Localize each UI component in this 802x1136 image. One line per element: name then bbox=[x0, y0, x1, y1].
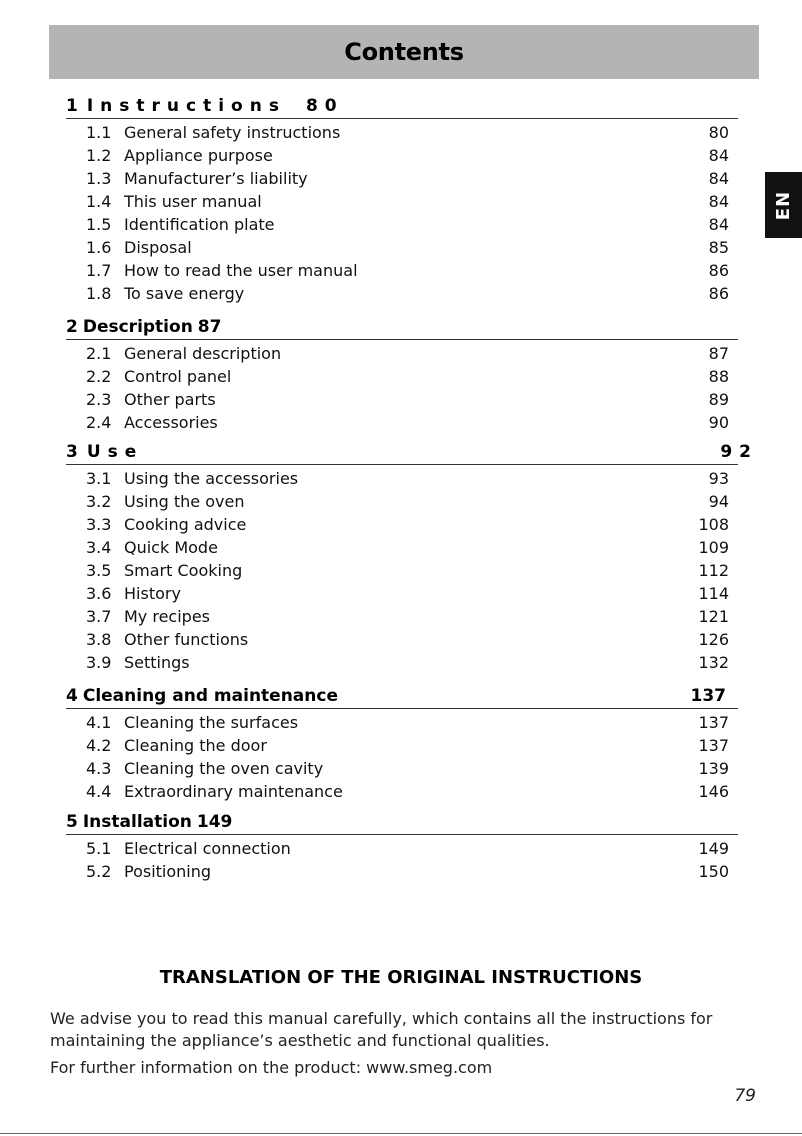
item-number: 2.1 bbox=[86, 344, 112, 363]
item-page: 137 bbox=[698, 713, 729, 732]
language-tab-label: EN bbox=[773, 190, 794, 220]
toc-section-title[interactable] bbox=[66, 810, 738, 835]
toc-item[interactable] bbox=[66, 411, 738, 434]
section-page: 137 bbox=[690, 686, 726, 706]
item-page: 112 bbox=[698, 561, 729, 580]
toc-item[interactable] bbox=[66, 536, 738, 559]
item-label: Appliance purpose bbox=[124, 146, 273, 165]
item-page: 137 bbox=[698, 736, 729, 755]
toc-item[interactable] bbox=[66, 757, 738, 780]
item-number: 3.1 bbox=[86, 469, 112, 488]
item-label: Smart Cooking bbox=[124, 561, 243, 580]
section-number: 4 bbox=[66, 686, 78, 706]
item-label: Identification plate bbox=[124, 215, 275, 234]
item-page: 86 bbox=[708, 284, 729, 303]
item-page: 90 bbox=[708, 413, 729, 432]
item-page: 86 bbox=[708, 261, 729, 280]
item-label: Settings bbox=[124, 653, 190, 672]
toc-item[interactable] bbox=[66, 651, 738, 674]
item-page: 84 bbox=[708, 215, 729, 234]
item-page: 150 bbox=[698, 862, 729, 881]
item-number: 3.4 bbox=[86, 538, 112, 557]
toc-item[interactable] bbox=[66, 860, 738, 883]
item-number: 1.8 bbox=[86, 284, 112, 303]
toc-item[interactable] bbox=[66, 259, 738, 282]
item-label: My recipes bbox=[124, 607, 211, 626]
toc-item[interactable] bbox=[66, 213, 738, 236]
item-page: 108 bbox=[698, 515, 729, 534]
item-label: Control panel bbox=[124, 367, 232, 386]
toc-section-2 bbox=[66, 315, 738, 434]
item-page: 93 bbox=[708, 469, 729, 488]
item-label: Cleaning the surfaces bbox=[124, 713, 299, 732]
item-label: To save energy bbox=[124, 284, 245, 303]
section-page: 149 bbox=[196, 812, 233, 832]
item-number: 2.2 bbox=[86, 367, 112, 386]
contents-header bbox=[49, 25, 759, 79]
item-label: This user manual bbox=[124, 192, 262, 211]
item-page: 94 bbox=[708, 492, 729, 511]
item-number: 4.1 bbox=[86, 713, 112, 732]
item-label: Other functions bbox=[124, 630, 249, 649]
item-page: 139 bbox=[698, 759, 729, 778]
item-number: 4.4 bbox=[86, 782, 112, 801]
page-title: Contents bbox=[344, 38, 464, 66]
section-title: Use bbox=[86, 442, 144, 462]
toc-section-title[interactable] bbox=[66, 94, 738, 119]
item-label: Accessories bbox=[124, 413, 218, 432]
item-number: 3.6 bbox=[86, 584, 112, 603]
section-title: Cleaning and maintenance bbox=[82, 686, 338, 706]
section-number: 2 bbox=[66, 317, 78, 337]
toc-section-title[interactable] bbox=[66, 684, 738, 709]
toc-item[interactable] bbox=[66, 780, 738, 803]
toc-section-5 bbox=[66, 810, 738, 883]
item-number: 1.4 bbox=[86, 192, 112, 211]
toc-item[interactable] bbox=[66, 342, 738, 365]
toc-item[interactable] bbox=[66, 190, 738, 213]
info-paragraph: For further information on the product: www.smeg.com bbox=[50, 1058, 493, 1077]
toc-item[interactable] bbox=[66, 628, 738, 651]
item-number: 3.2 bbox=[86, 492, 112, 511]
item-number: 3.5 bbox=[86, 561, 112, 580]
item-number: 4.3 bbox=[86, 759, 112, 778]
section-title: Instructions bbox=[86, 96, 286, 116]
item-label: General safety instructions bbox=[124, 123, 341, 142]
item-number: 1.1 bbox=[86, 123, 112, 142]
toc-item[interactable] bbox=[66, 711, 738, 734]
section-title: Description bbox=[82, 317, 193, 337]
table-of-contents bbox=[66, 94, 758, 883]
toc-section-title[interactable] bbox=[66, 440, 758, 465]
toc-item[interactable] bbox=[66, 605, 738, 628]
item-number: 2.3 bbox=[86, 390, 112, 409]
toc-section-title[interactable] bbox=[66, 315, 738, 340]
language-tab bbox=[765, 172, 802, 238]
item-page: 121 bbox=[698, 607, 729, 626]
item-page: 88 bbox=[708, 367, 729, 386]
toc-item[interactable] bbox=[66, 837, 738, 860]
section-number: 3 bbox=[66, 442, 85, 462]
toc-item[interactable] bbox=[66, 236, 738, 259]
item-label: Manufacturer’s liability bbox=[124, 169, 308, 188]
section-title: Installation bbox=[82, 812, 192, 832]
toc-item-list bbox=[66, 121, 738, 305]
translation-heading: TRANSLATION OF THE ORIGINAL INSTRUCTIONS bbox=[159, 967, 643, 988]
item-number: 4.2 bbox=[86, 736, 112, 755]
item-page: 85 bbox=[708, 238, 729, 257]
section-number: 1 bbox=[66, 96, 85, 116]
item-number: 5.1 bbox=[86, 839, 112, 858]
item-label: Disposal bbox=[124, 238, 192, 257]
item-page: 109 bbox=[698, 538, 729, 557]
item-page: 84 bbox=[708, 192, 729, 211]
toc-item[interactable] bbox=[66, 582, 738, 605]
item-number: 1.6 bbox=[86, 238, 112, 257]
item-label: Positioning bbox=[124, 862, 212, 881]
item-page: 84 bbox=[708, 169, 729, 188]
item-label: Cleaning the oven cavity bbox=[124, 759, 324, 778]
item-label: Cooking advice bbox=[124, 515, 247, 534]
item-page: 87 bbox=[708, 344, 729, 363]
item-label: Cleaning the door bbox=[124, 736, 267, 755]
item-page: 89 bbox=[708, 390, 729, 409]
item-page: 114 bbox=[698, 584, 729, 603]
footer-divider bbox=[0, 1133, 802, 1134]
item-label: History bbox=[124, 584, 181, 603]
toc-section-1 bbox=[66, 94, 738, 305]
item-number: 3.9 bbox=[86, 653, 112, 672]
toc-item[interactable] bbox=[66, 282, 738, 305]
item-number: 3.8 bbox=[86, 630, 112, 649]
item-label: How to read the user manual bbox=[124, 261, 358, 280]
item-page: 149 bbox=[698, 839, 729, 858]
toc-item[interactable] bbox=[66, 559, 738, 582]
toc-item-list bbox=[66, 342, 738, 434]
item-number: 1.2 bbox=[86, 146, 112, 165]
section-page: 87 bbox=[197, 317, 222, 337]
item-number: 3.3 bbox=[86, 515, 112, 534]
item-number: 1.3 bbox=[86, 169, 112, 188]
item-number: 1.7 bbox=[86, 261, 112, 280]
page-number: 79 bbox=[734, 1086, 756, 1106]
item-label: Quick Mode bbox=[124, 538, 218, 557]
toc-item[interactable] bbox=[66, 513, 738, 536]
section-page: 80 bbox=[305, 96, 344, 116]
item-page: 146 bbox=[698, 782, 729, 801]
toc-item[interactable] bbox=[66, 365, 738, 388]
toc-item-list bbox=[66, 711, 738, 803]
item-label: Other parts bbox=[124, 390, 216, 409]
item-number: 5.2 bbox=[86, 862, 112, 881]
toc-item[interactable] bbox=[66, 467, 738, 490]
item-page: 132 bbox=[698, 653, 729, 672]
section-number: 5 bbox=[66, 812, 78, 832]
item-number: 3.7 bbox=[86, 607, 112, 626]
toc-item[interactable] bbox=[66, 167, 738, 190]
item-page: 84 bbox=[708, 146, 729, 165]
toc-item[interactable] bbox=[66, 121, 738, 144]
item-number: 1.5 bbox=[86, 215, 112, 234]
toc-item[interactable] bbox=[66, 734, 738, 757]
item-label: Electrical connection bbox=[124, 839, 291, 858]
toc-section-4 bbox=[66, 684, 738, 803]
toc-section-3 bbox=[66, 440, 758, 674]
item-label: General description bbox=[124, 344, 282, 363]
item-number: 2.4 bbox=[86, 413, 112, 432]
item-label: Extraordinary maintenance bbox=[124, 782, 343, 801]
toc-item[interactable] bbox=[66, 144, 738, 167]
toc-item-list bbox=[66, 837, 738, 883]
item-page: 126 bbox=[698, 630, 729, 649]
advice-paragraph: We advise you to read this manual carefully, which contains all the instructions for maintaining the appliance’s aesthetic and functional qualities. bbox=[50, 1009, 713, 1050]
toc-item[interactable] bbox=[66, 490, 738, 513]
item-page: 80 bbox=[708, 123, 729, 142]
section-page: 92 bbox=[720, 442, 758, 462]
item-label: Using the accessories bbox=[124, 469, 299, 488]
toc-item-list bbox=[66, 467, 738, 674]
item-label: Using the oven bbox=[124, 492, 245, 511]
toc-item[interactable] bbox=[66, 388, 738, 411]
